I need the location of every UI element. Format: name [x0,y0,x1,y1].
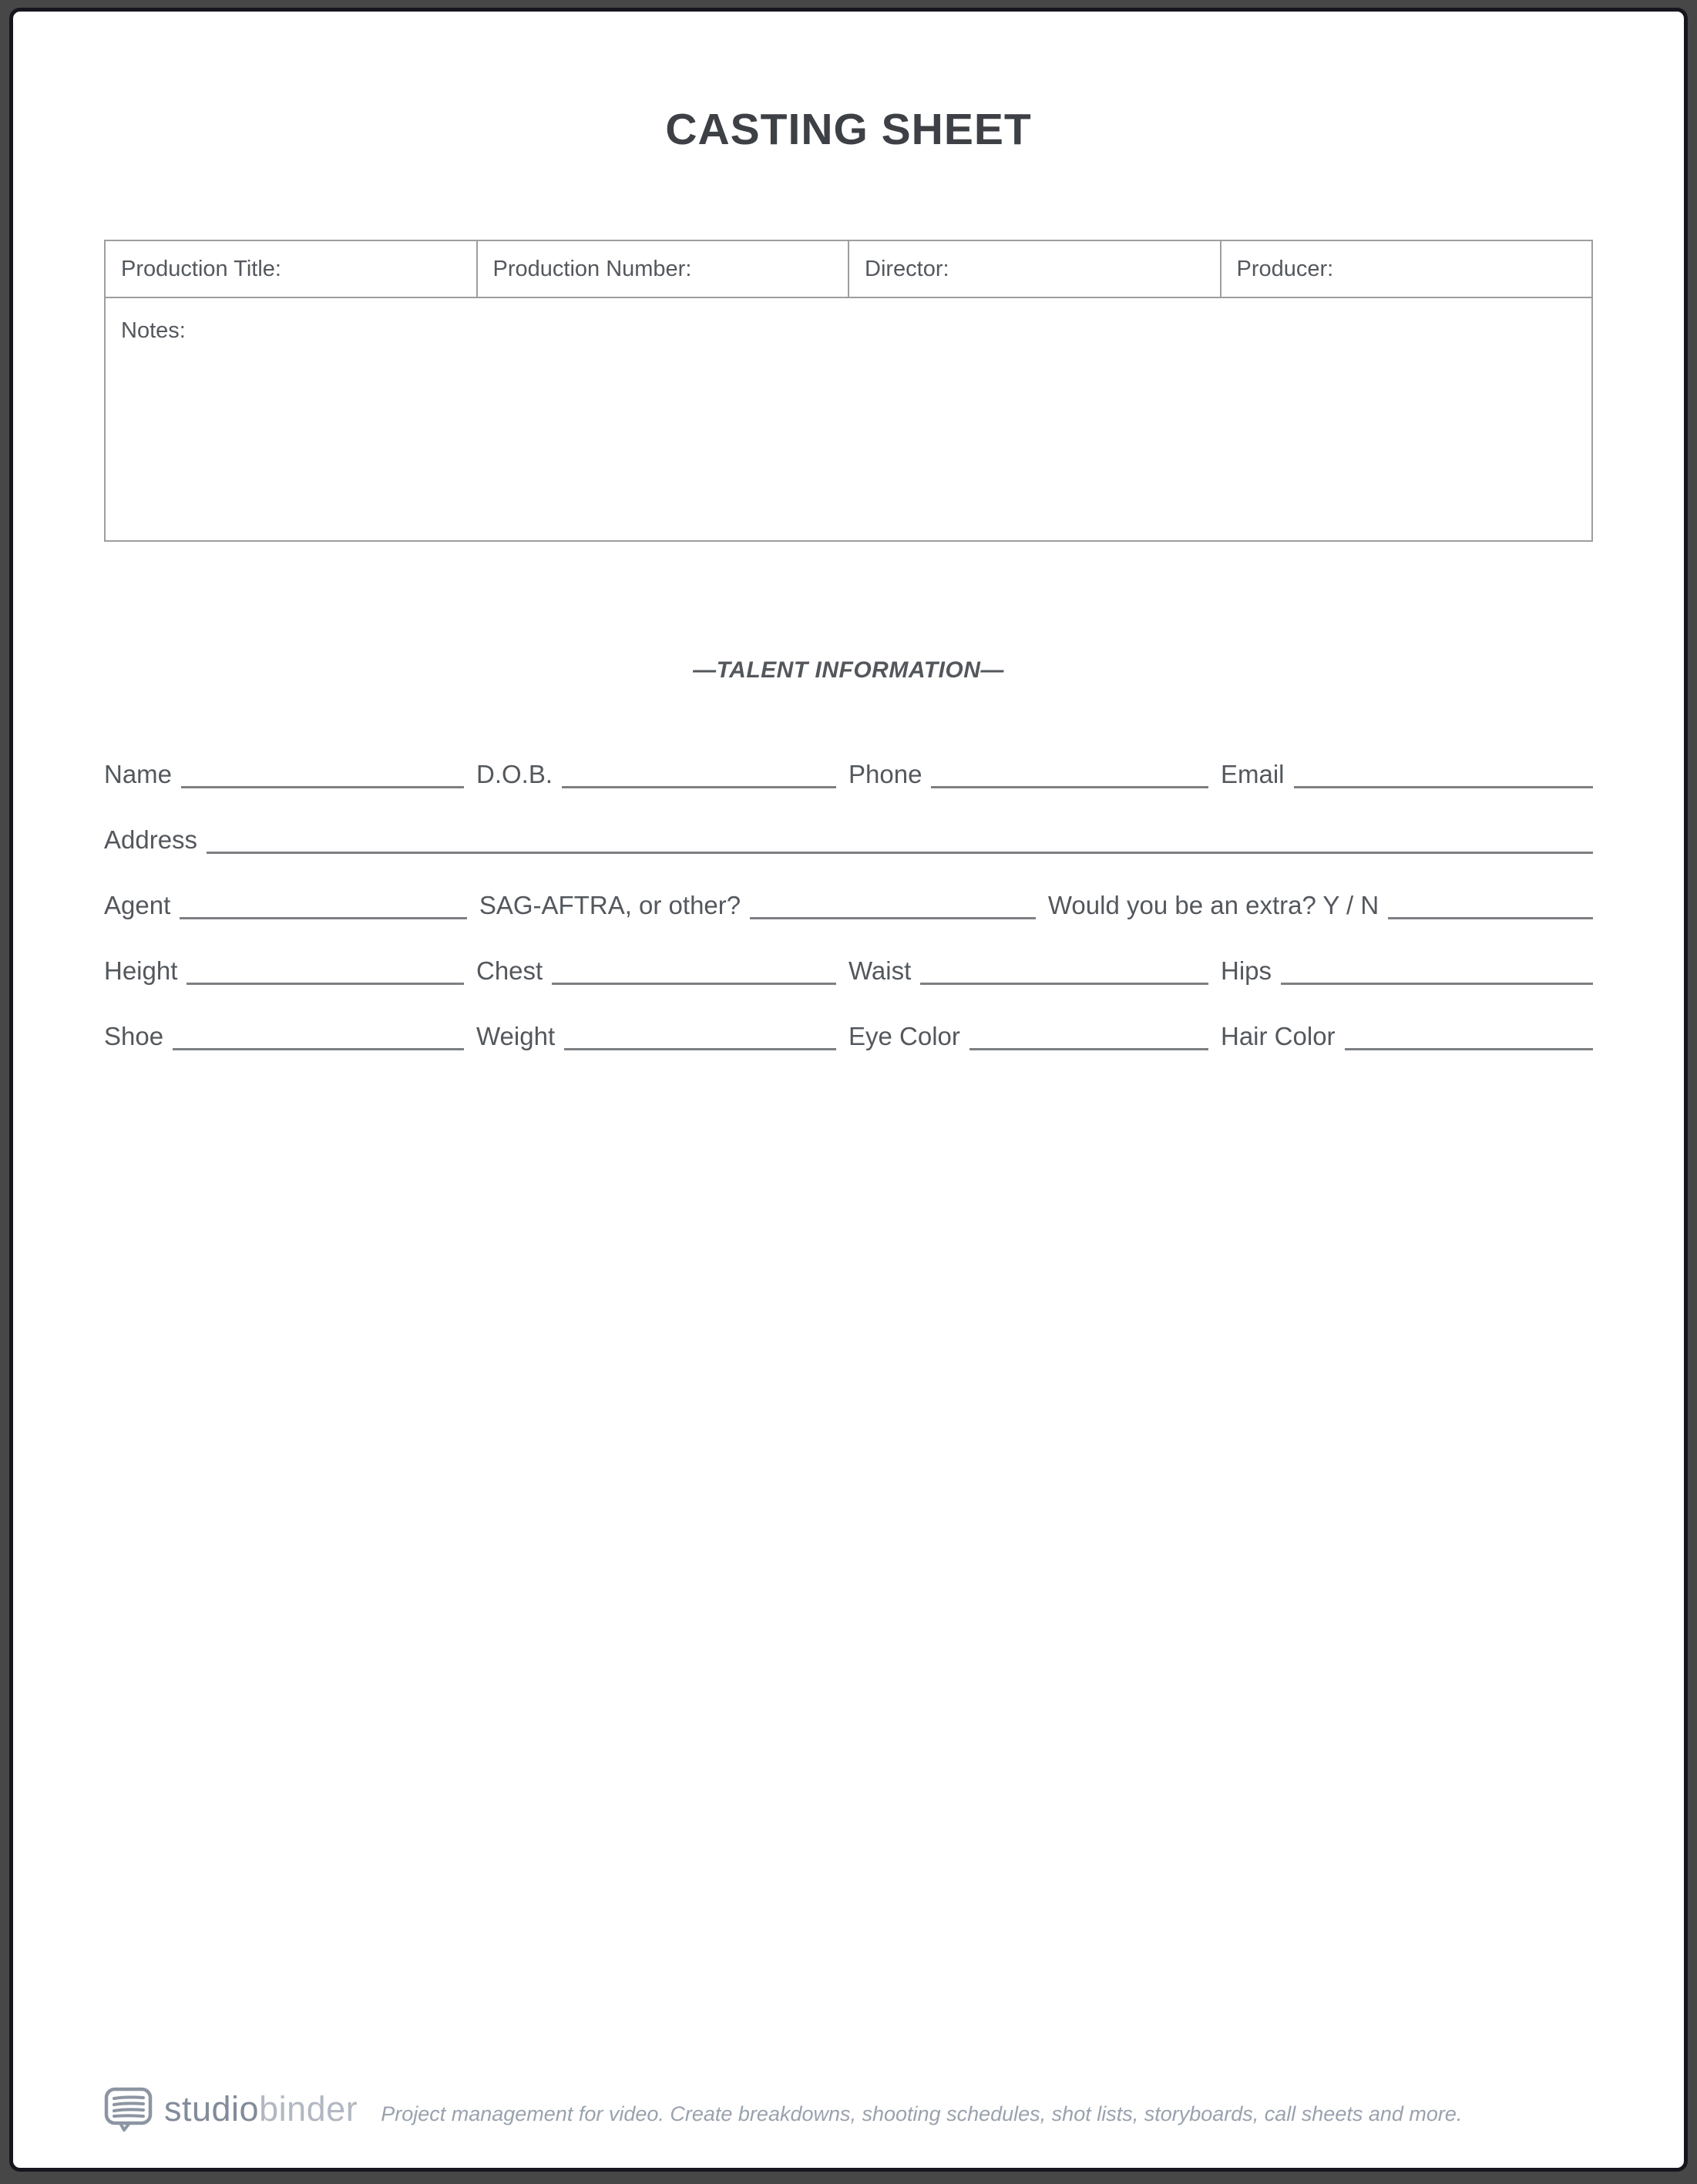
email-label: Email [1221,760,1285,788]
phone-label: Phone [848,760,922,788]
eye-color-label: Eye Color [848,1022,960,1050]
agent-label: Agent [104,891,171,919]
blank-line [750,917,1036,919]
chest-label: Chest [476,956,543,985]
blank-line [931,786,1208,788]
agent-field [104,889,479,922]
height-field [104,954,476,988]
producer-cell: Producer: [1221,240,1593,297]
brand-binder: binder [259,2089,358,2129]
chest-field [476,954,848,988]
dob-field [476,758,848,791]
footer-text-group [164,2089,1462,2129]
weight-label: Weight [476,1022,556,1050]
production-number-cell: Production Number: [477,240,849,297]
production-info-table [104,240,1593,542]
weight-field [476,1020,848,1053]
eye-color-field [848,1020,1221,1053]
blank-line [1345,1048,1593,1050]
height-label: Height [104,956,178,985]
name-label: Name [104,760,173,788]
speech-bubble-lines-icon [104,2086,153,2132]
extra-field [1048,889,1593,922]
waist-field [848,954,1221,988]
blank-line [181,786,464,788]
address-field [104,823,1593,857]
blank-line [552,983,836,985]
notes-cell: Notes: [105,297,1592,541]
blank-line [173,1048,464,1050]
blank-line [187,983,464,985]
page-content [13,102,1684,1053]
extra-label: Would you be an extra? Y / N [1047,891,1379,919]
production-title-cell: Production Title: [105,240,477,297]
production-header-row [105,240,1592,297]
shoe-label: Shoe [104,1022,164,1050]
dob-label: D.O.B. [476,760,553,788]
name-field [104,758,476,791]
blank-line [1281,983,1593,985]
page-title: CASTING SHEET [665,105,1032,154]
brand-studio: studio [164,2089,260,2129]
form-row-agent [104,889,1593,922]
waist-label: Waist [848,956,912,985]
blank-line [180,917,467,919]
footer-tagline: Project management for video. Create breakdowns, shooting schedules, shot lists, storyboards, call sheets and more. [381,2102,1463,2125]
blank-line [562,786,836,788]
hair-color-label: Hair Color [1221,1022,1336,1050]
form-row-measurements-2 [104,1020,1593,1053]
blank-line [1294,786,1593,788]
hips-label: Hips [1221,956,1272,985]
union-field [479,889,1048,922]
brand-wordmark [164,2089,358,2129]
document-page [9,8,1688,2172]
form-row-measurements-1 [104,954,1593,988]
email-field [1221,758,1593,791]
shoe-field [104,1020,476,1053]
talent-form [104,758,1593,1053]
director-cell: Director: [848,240,1221,297]
hair-color-field [1221,1020,1593,1053]
talent-information-heading: —TALENT INFORMATION— [693,657,1004,683]
blank-line [1388,917,1593,919]
blank-line [920,983,1208,985]
form-row-address [104,823,1593,857]
address-label: Address [104,825,198,854]
blank-line [207,852,1593,854]
union-label: SAG-AFTRA, or other? [479,891,741,919]
studiobinder-footer [104,2086,1593,2132]
phone-field [848,758,1221,791]
notes-row [105,297,1592,541]
blank-line [564,1048,836,1050]
form-row-identity [104,758,1593,791]
blank-line [969,1048,1208,1050]
hips-field [1221,954,1593,988]
